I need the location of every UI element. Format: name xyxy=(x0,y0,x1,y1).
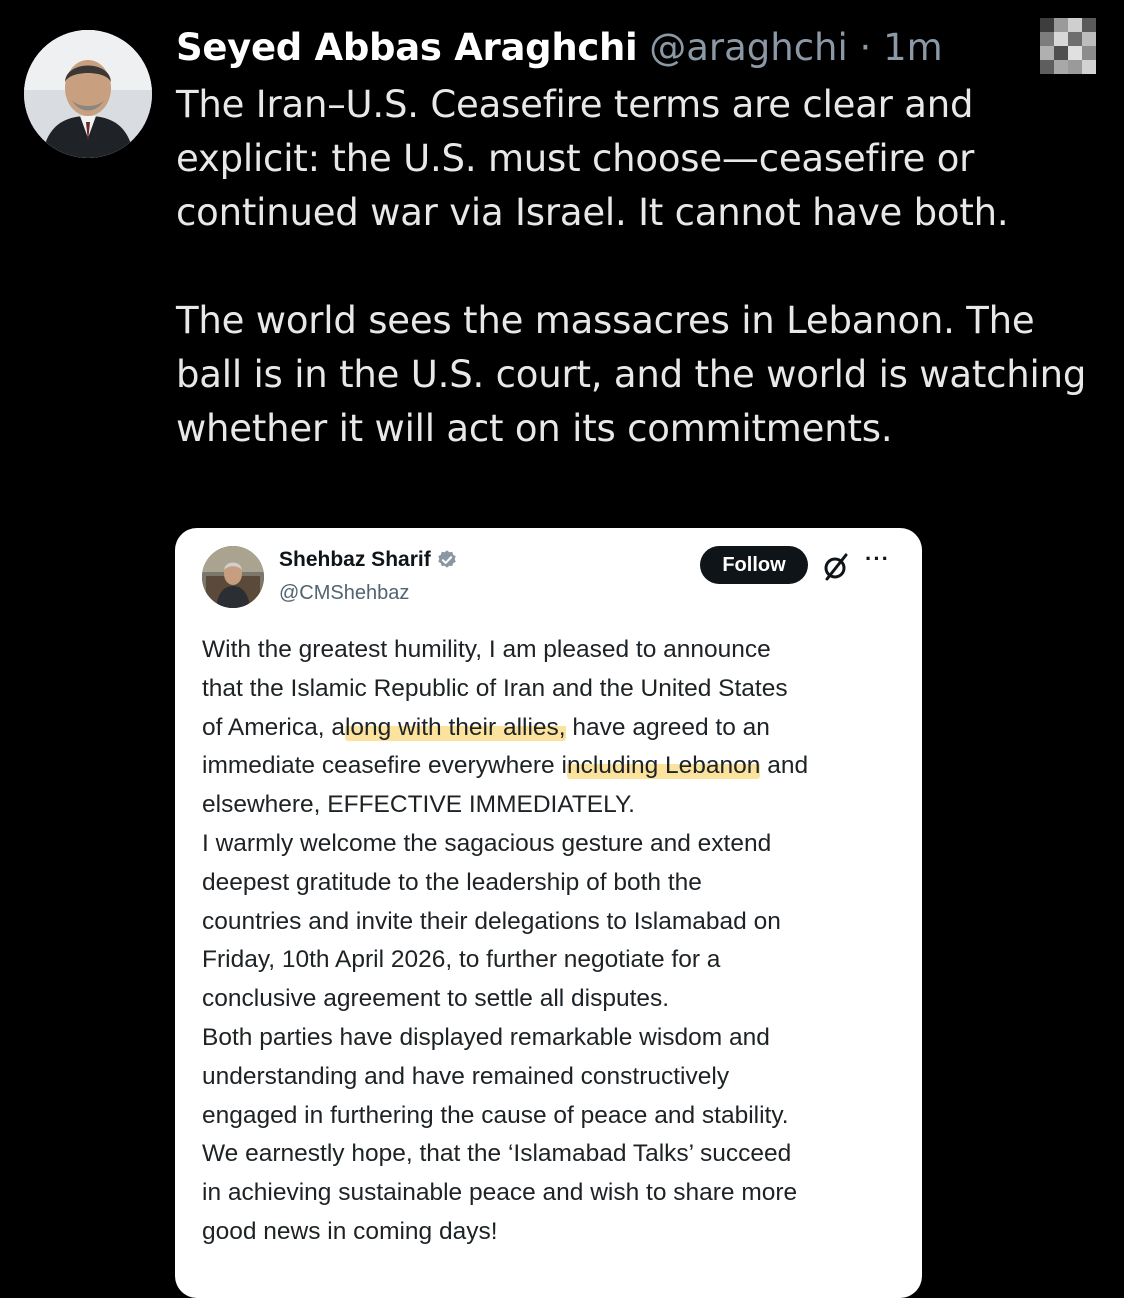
quoted-line xyxy=(202,747,902,786)
quoted-line: that the Islamic Republic of Iran and the United States xyxy=(202,674,788,702)
quoted-line: elsewhere, EFFECTIVE IMMEDIATELY. xyxy=(202,791,635,819)
quoted-line xyxy=(202,709,902,748)
quoted-line: deepest gratitude to the leadership of both the xyxy=(202,868,702,896)
highlighted-text: ncluding Lebanon xyxy=(566,752,761,780)
more-options-icon[interactable]: ··· xyxy=(865,546,890,571)
quoted-line: good news in coming days! xyxy=(202,1217,498,1245)
quoted-author-name-row xyxy=(279,548,458,572)
quoted-author-handle[interactable]: @CMShehbaz xyxy=(279,582,410,604)
quoted-post-text xyxy=(202,631,902,1252)
follow-button[interactable]: Follow xyxy=(700,546,808,584)
quoted-author-avatar[interactable] xyxy=(202,546,264,608)
tweet-paragraph: The world sees the massacres in Lebanon. The ball is in the U.S. court, and the world is watching whether it will act on its commitments. xyxy=(176,299,1087,450)
meta-separator: · xyxy=(847,26,884,69)
tweet-text xyxy=(176,78,1106,456)
highlighted-text: long with their allies, xyxy=(344,713,566,741)
quoted-line: Friday, 10th April 2026, to further negotiate for a xyxy=(202,946,721,974)
quoted-text-segment: have agreed to an xyxy=(565,713,770,741)
post-time[interactable]: 1m xyxy=(883,26,943,69)
quoted-line: Both parties have displayed remarkable wisdom and xyxy=(202,1023,770,1051)
quoted-line: understanding and have remained constructively xyxy=(202,1062,730,1090)
quoted-line: With the greatest humility, I am pleased to announce xyxy=(202,636,771,663)
verified-badge-icon xyxy=(436,549,458,571)
quoted-line: conclusive agreement to settle all disputes. xyxy=(202,985,670,1013)
pixelated-icon xyxy=(1040,18,1098,76)
tweet-header xyxy=(176,22,943,74)
quoted-line: We earnestly hope, that the ‘Islamabad Talks’ succeed xyxy=(202,1140,792,1168)
quoted-line: engaged in furthering the cause of peace and stability. xyxy=(202,1101,789,1129)
quoted-text-segment: of America, a xyxy=(202,713,345,741)
quoted-text-segment: and xyxy=(760,752,809,780)
grok-icon[interactable] xyxy=(821,552,851,582)
quoted-post-card[interactable] xyxy=(175,528,922,1298)
author-avatar[interactable] xyxy=(24,30,152,158)
tweet-paragraph: The Iran–U.S. Ceasefire terms are clear and explicit: the U.S. must choose—ceasefire or continued war via Israel. It cannot have both. xyxy=(176,83,1009,234)
quoted-author-name[interactable]: Shehbaz Sharif xyxy=(279,548,431,571)
author-handle[interactable]: @araghchi xyxy=(649,26,848,69)
quoted-line: I warmly welcome the sagacious gesture and extend xyxy=(202,829,772,857)
quoted-line: in achieving sustainable peace and wish to share more xyxy=(202,1179,798,1207)
quoted-text-segment: immediate ceasefire everywhere i xyxy=(202,752,567,780)
author-name[interactable]: Seyed Abbas Araghchi xyxy=(176,26,638,69)
quoted-line: countries and invite their delegations to Islamabad on xyxy=(202,907,781,935)
